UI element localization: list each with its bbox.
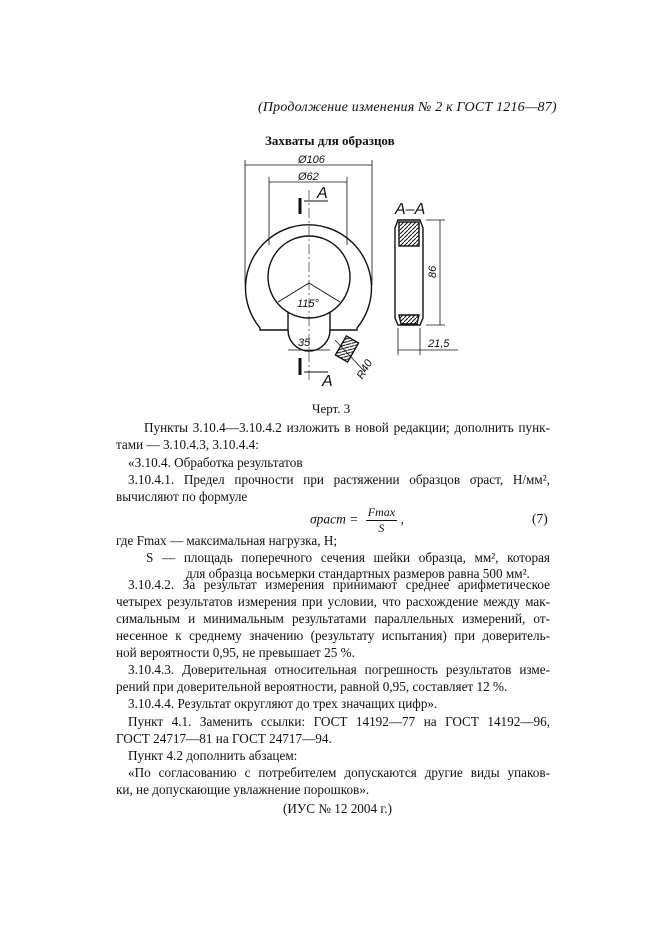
formula-fraction	[366, 505, 397, 536]
label-d106: Ø106	[298, 154, 325, 166]
where-line2: S — площадь поперечного сечения шейки образца, мм², которая	[146, 550, 550, 565]
p7-line2: ГОСТ 24717—81 на ГОСТ 24717—94.	[116, 731, 332, 746]
neck-left-edge	[260, 312, 288, 330]
p4-line4: несенное к среднему значению (результату испытания) при доверитель-	[116, 628, 550, 643]
where-line1: где Fmax — максимальная нагрузка, Н;	[116, 533, 338, 548]
p1-line2: тами — 3.10.4.3, 3.10.4.4:	[116, 437, 259, 452]
p8: Пункт 4.2 дополнить абзацем:	[128, 748, 298, 763]
formula-number: (7)	[532, 511, 548, 526]
continuation-header: (Продолжение изменения № 2 к ГОСТ 1216—87)	[258, 100, 557, 115]
p3-line1: 3.10.4.1. Предел прочности при растяжении образцов σраст, Н/мм²,	[128, 472, 550, 487]
formula-denominator: S	[378, 521, 385, 535]
formula-numerator: Fmax	[367, 505, 396, 519]
label-21-5: 21,5	[428, 338, 450, 350]
p9-line1: «По согласованию с потребителем допускаются другие виды упаков-	[128, 765, 550, 780]
grip-drawing	[200, 150, 470, 395]
formula-lhs: σраст =	[310, 511, 362, 527]
p4-line2: четырех результатов измерения при условии, что расхождение между мак-	[116, 594, 550, 609]
p6: 3.10.4.4. Результат округляют до трех значащих цифр».	[128, 696, 438, 711]
formula-tail: ,	[400, 511, 404, 527]
p7-line1: Пункт 4.1. Заменить ссылки: ГОСТ 14192—77 на ГОСТ 14192—96,	[128, 714, 550, 729]
label-angle: 115°	[297, 298, 319, 310]
neck-right-edge	[330, 312, 357, 330]
where-line3: для образца восьмерки стандартных размеров равна 500 мм².	[186, 566, 530, 581]
section-hatch-bottom	[399, 315, 419, 324]
neck-section	[335, 336, 358, 362]
figure-caption: Черт. 3	[312, 401, 351, 416]
label-d62: Ø62	[298, 171, 319, 183]
ius-reference: (ИУС № 12 2004 г.)	[283, 801, 392, 816]
figure-title: Захваты для образцов	[265, 133, 395, 148]
p5-line2: рений при доверительной вероятности, равной 0,95, составляет 12 %.	[116, 679, 508, 694]
mark-a-bottom: А	[322, 373, 333, 390]
p4-line5: ной вероятности 0,95, не превышает 25 %.	[116, 645, 355, 660]
p9-line2: ки, не допускающие увлажнение порошков».	[116, 782, 370, 797]
label-35: 35	[298, 337, 311, 349]
p1-line1: Пункты 3.10.4—3.10.4.2 изложить в новой редакции; дополнить пунк-	[144, 420, 550, 435]
p3-line2: вычисляют по формуле	[116, 489, 248, 504]
p4-line1: 3.10.4.2. За результат измерения принимают среднее арифметическое	[128, 577, 550, 592]
p2: «3.10.4. Обработка результатов	[128, 455, 303, 470]
section-hatch-top	[399, 222, 419, 246]
label-86: 86	[427, 265, 439, 278]
mark-a-top: А	[317, 185, 328, 202]
p4-line3: симальным и минимальным результатами параллельных измерений, от-	[116, 611, 550, 626]
label-r40: R40	[354, 357, 376, 382]
section-label: А–А	[395, 201, 426, 218]
outer-ring-arc	[246, 225, 372, 328]
p5-line1: 3.10.4.3. Доверительная относительная погрешность результатов изме-	[128, 662, 550, 677]
